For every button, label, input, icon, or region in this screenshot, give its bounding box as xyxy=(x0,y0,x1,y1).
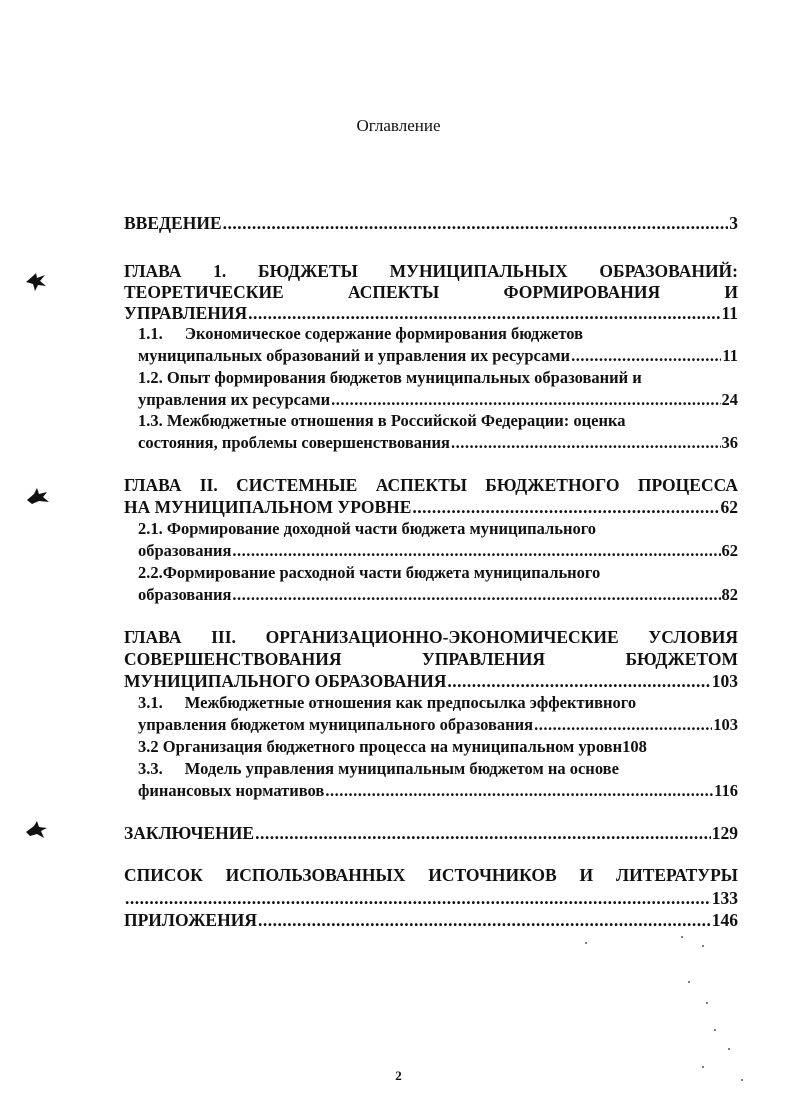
leader-dots xyxy=(534,714,712,736)
chapter-3-title-line-2: СОВЕРШЕНСТВОВАНИЯ УПРАВЛЕНИЯ БЮДЖЕТОМ xyxy=(124,649,738,669)
toc-page-number: 24 xyxy=(721,390,738,409)
toc-entry-appendix xyxy=(124,909,738,931)
chapter-2-title-line-1: ГЛАВА II. СИСТЕМНЫЕ АСПЕКТЫ БЮДЖЕТНОГО ПРОЦЕССА xyxy=(124,475,738,495)
toc-entry-sources-page-line xyxy=(124,887,738,909)
section-3-2-line-1 xyxy=(138,736,738,758)
leader-dots xyxy=(447,670,710,692)
leader-dots xyxy=(258,909,711,931)
toc-page-number: 116 xyxy=(714,781,738,800)
chapter-3-title-line-1: ГЛАВА III. ОРГАНИЗАЦИОННО-ЭКОНОМИЧЕСКИЕ УСЛОВИЯ xyxy=(124,627,738,647)
section-title-cont: финансовых нормативов xyxy=(138,781,325,800)
toc-page-number: 3 xyxy=(729,213,738,233)
leader-dots xyxy=(412,496,719,518)
toc-entry-title: УПРАВЛЕНИЯ xyxy=(124,303,248,323)
chapter-1-title-line-1: ГЛАВА 1. БЮДЖЕТЫ МУНИЦИПАЛЬНЫХ ОБРАЗОВАНИЙ: xyxy=(124,261,738,281)
section-title-cont: образования xyxy=(138,541,232,560)
section-title-cont: управления бюджетом муниципального образования xyxy=(138,715,534,734)
section-2-1-line-1: 2.1. Формирование доходной части бюджета муниципального xyxy=(138,519,597,538)
leader-dots xyxy=(255,822,711,844)
leader-dots xyxy=(451,432,721,454)
section-1-2-line-2 xyxy=(138,389,738,411)
toc-entry-sources-title: СПИСОК ИСПОЛЬЗОВАННЫХ ИСТОЧНИКОВ И ЛИТЕРАТУРЫ xyxy=(124,865,738,885)
leader-dots xyxy=(325,780,713,802)
leader-dots xyxy=(232,540,720,562)
section-title-cont: образования xyxy=(138,585,232,604)
section-2-1-line-2 xyxy=(138,540,738,562)
toc-page-number: 36 xyxy=(721,433,738,452)
toc-entry-introduction xyxy=(124,212,738,234)
leader-dots xyxy=(223,212,729,234)
toc-entry-title: ЗАКЛЮЧЕНИЕ xyxy=(124,823,255,843)
toc-page-number: 62 xyxy=(721,541,738,560)
chapter-1-title-line-3 xyxy=(124,302,738,324)
section-title-cont: состояния, проблемы совершенствования xyxy=(138,433,450,452)
section-title: Экономическое содержание формирования бюджетов xyxy=(184,324,583,343)
margin-mark-2 xyxy=(26,486,50,506)
toc-entry-conclusion xyxy=(124,822,738,844)
section-1-1-line-2 xyxy=(138,345,738,367)
toc-entry-title: ВВЕДЕНИЕ xyxy=(124,213,222,233)
section-2-2-line-1: 2.2.Формирование расходной части бюджета муниципального xyxy=(138,563,601,582)
margin-mark-3 xyxy=(25,820,49,840)
toc-page-number: 133 xyxy=(711,888,738,908)
leader-dots xyxy=(232,584,720,606)
section-number: 3.1. xyxy=(138,693,163,712)
section-number: 1.1. xyxy=(138,324,163,343)
section-number: 3.3. xyxy=(138,759,163,778)
section-title-cont: муниципальных образований и управления их ресурсами xyxy=(138,346,571,365)
margin-mark-1 xyxy=(24,272,48,292)
leader-dots xyxy=(248,302,720,324)
section-3-1-line-2 xyxy=(138,714,738,736)
section-3-3-line-2 xyxy=(138,780,738,802)
section-1-3-line-2 xyxy=(138,432,738,454)
section-1-2-line-1: 1.2. Опыт формирования бюджетов муниципальных образований и xyxy=(138,368,642,387)
page-title: Оглавление xyxy=(356,116,441,135)
toc-entry-title: ПРИЛОЖЕНИЯ xyxy=(124,910,257,930)
toc-page-number: 11 xyxy=(722,346,738,365)
toc-entry-title: МУНИЦИПАЛЬНОГО ОБРАЗОВАНИЯ xyxy=(124,671,447,691)
section-title-cont: управления их ресурсами xyxy=(138,390,331,409)
section-title: 3.2 Организация бюджетного процесса на муниципальном уровн xyxy=(138,737,623,756)
section-1-3-line-1: 1.3. Межбюджетные отношения в Российской Федерации: оценка xyxy=(138,411,626,430)
toc-entry-title: НА МУНИЦИПАЛЬНОМ УРОВНЕ xyxy=(124,497,412,517)
section-title: Модель управления муниципальным бюджетом на основе xyxy=(184,759,619,778)
toc-page-number: 82 xyxy=(721,585,738,604)
section-2-2-line-2 xyxy=(138,584,738,606)
leader-dots xyxy=(571,345,721,367)
chapter-3-title-line-3 xyxy=(124,670,738,692)
toc-page-number: 103 xyxy=(711,671,738,691)
leader-dots xyxy=(331,389,720,411)
section-title: Межбюджетные отношения как предпосылка эффективного xyxy=(184,693,637,712)
toc-page-number: 62 xyxy=(720,497,738,517)
section-3-3-line-1 xyxy=(138,758,738,780)
section-1-1-line-1 xyxy=(138,323,738,345)
toc-page-number: 129 xyxy=(711,823,738,843)
chapter-1-title-line-2: ТЕОРЕТИЧЕСКИЕ АСПЕКТЫ ФОРМИРОВАНИЯ И xyxy=(124,282,738,302)
section-3-1-line-1 xyxy=(138,692,738,714)
toc-page-number: 108 xyxy=(622,737,647,756)
page-number: 2 xyxy=(395,1068,402,1083)
chapter-2-title-line-2 xyxy=(124,496,738,518)
leader-dots xyxy=(125,887,711,909)
toc-page-number: 146 xyxy=(711,910,738,930)
toc-page-number: 11 xyxy=(721,303,738,323)
toc-page-number: 103 xyxy=(713,715,738,734)
